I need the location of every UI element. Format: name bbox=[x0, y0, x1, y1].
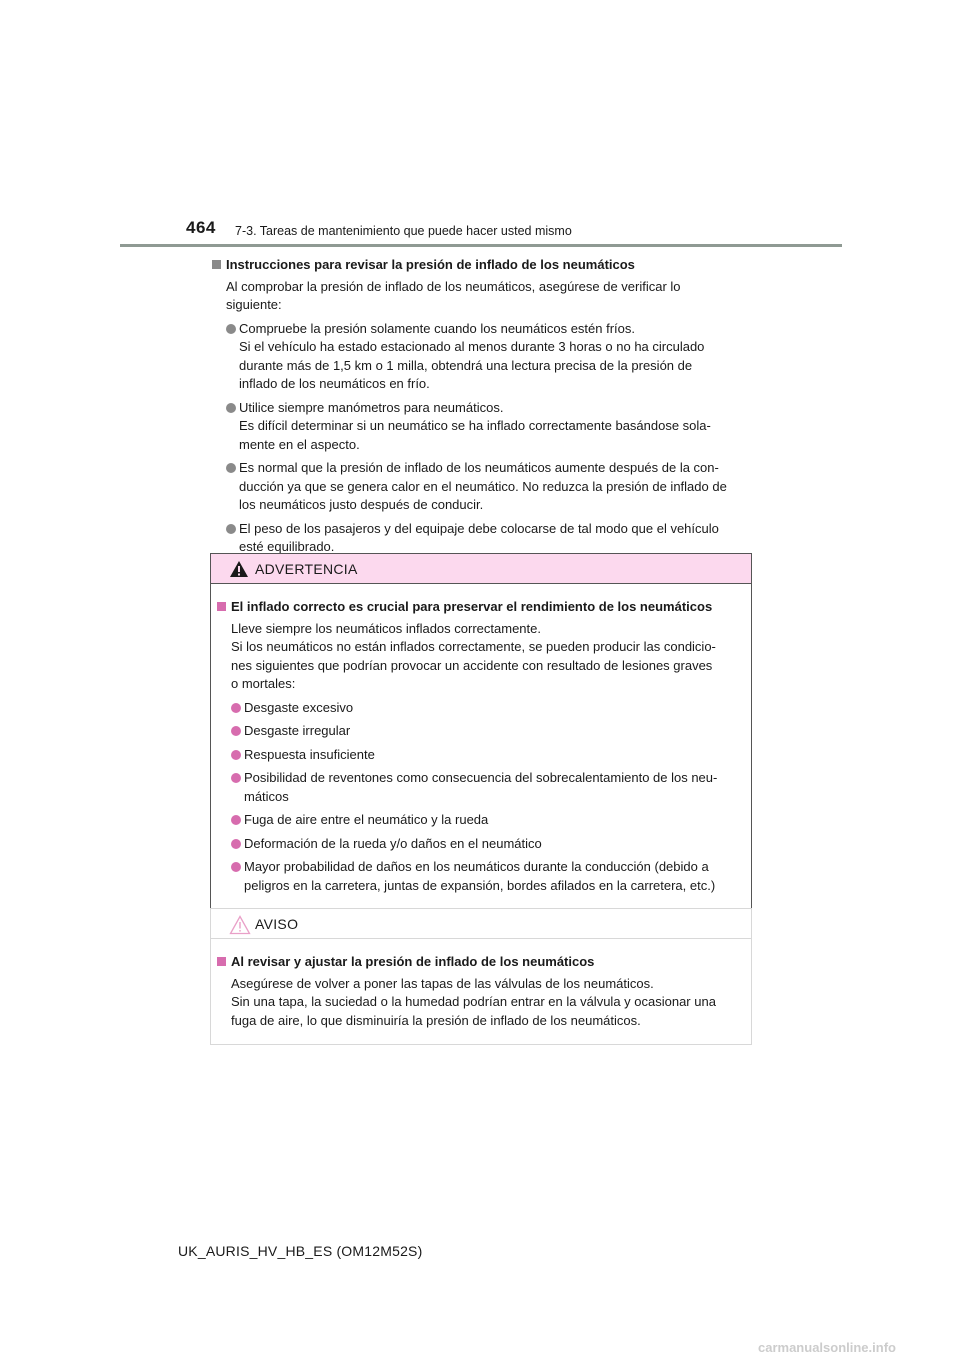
list-item bbox=[212, 459, 750, 515]
list-item bbox=[217, 769, 745, 806]
bullet-line: esté equilibrado. bbox=[239, 539, 335, 554]
intro-line: nes siguientes que podrían provocar un accidente con resultado de lesiones graves bbox=[231, 657, 713, 673]
intro-line: o mortales: bbox=[231, 676, 296, 691]
bullet-dot-icon bbox=[231, 750, 241, 760]
square-bullet-icon bbox=[212, 260, 221, 269]
notice-title: AVISO bbox=[255, 916, 299, 932]
intro-line: siguiente: bbox=[226, 297, 282, 312]
page-number: 464 bbox=[186, 218, 216, 237]
square-bullet-icon bbox=[217, 957, 226, 966]
bullet-dot-icon bbox=[231, 773, 241, 783]
bullet-dot-icon bbox=[231, 703, 241, 713]
notice-heading bbox=[217, 953, 745, 972]
main-intro bbox=[212, 278, 750, 315]
bullet-dot-icon bbox=[226, 403, 236, 413]
bullet-line: peligros en la carretera, juntas de expansión, bordes afilados en la carretera, etc.) bbox=[244, 877, 716, 893]
watermark: carmanualsonline.info bbox=[758, 1340, 896, 1355]
square-bullet-icon bbox=[217, 602, 226, 611]
bullet-dot-icon bbox=[226, 324, 236, 334]
bullet-line: Si el vehículo ha estado estacionado al menos durante 3 horas o no ha circulado bbox=[239, 339, 705, 354]
list-item bbox=[217, 835, 745, 854]
warning-heading-text: El inflado correcto es crucial para preservar el rendimiento de los neumáticos bbox=[231, 599, 713, 614]
warning-intro bbox=[217, 620, 745, 694]
warning-header bbox=[211, 554, 751, 584]
caution-triangle-icon bbox=[229, 915, 251, 935]
intro-line: Si los neumáticos no están inflados correctamente, se pueden producir las condicio- bbox=[231, 639, 716, 654]
bullet-dot-icon bbox=[231, 839, 241, 849]
notice-text bbox=[217, 975, 745, 1031]
bullet-line: mente en el aspecto. bbox=[239, 436, 360, 452]
notice-heading-text: Al revisar y ajustar la presión de inflado de los neumáticos bbox=[231, 954, 595, 969]
list-item bbox=[217, 811, 745, 830]
bullet-line: Desgaste irregular bbox=[244, 723, 351, 738]
main-content bbox=[212, 256, 750, 557]
bullet-line: durante más de 1,5 km o 1 milla, obtendrá una lectura precisa de la presión de bbox=[239, 357, 693, 373]
bullet-line: Deformación de la rueda y/o daños en el neumático bbox=[244, 835, 542, 851]
warning-triangle-icon bbox=[229, 560, 249, 578]
bullet-dot-icon bbox=[231, 862, 241, 872]
notice-box bbox=[210, 908, 752, 1045]
document-code: UK_AURIS_HV_HB_ES (OM12M52S) bbox=[178, 1243, 423, 1259]
bullet-line: los neumáticos justo después de conducir. bbox=[239, 497, 484, 512]
bullet-line: máticos bbox=[244, 788, 289, 804]
intro-line: Al comprobar la presión de inflado de los neumáticos, asegúrese de verificar lo bbox=[226, 278, 681, 294]
bullet-line: Es normal que la presión de inflado de los neumáticos aumente después de la con- bbox=[239, 460, 719, 475]
bullet-dot-icon bbox=[231, 815, 241, 825]
list-item bbox=[217, 858, 745, 895]
notice-line: Asegúrese de volver a poner las tapas de las válvulas de los neumáticos. bbox=[231, 975, 654, 991]
list-item bbox=[217, 722, 745, 741]
notice-header bbox=[211, 909, 751, 939]
notice-line: fuga de aire, lo que disminuiría la presión de inflado de los neumáticos. bbox=[231, 1012, 641, 1028]
bullet-line: Desgaste excesivo bbox=[244, 699, 354, 715]
main-heading bbox=[212, 256, 750, 275]
header-rule bbox=[120, 244, 842, 247]
bullet-line: Respuesta insuficiente bbox=[244, 746, 375, 762]
bullet-line: inflado de los neumáticos en frío. bbox=[239, 376, 430, 391]
bullet-dot-icon bbox=[226, 463, 236, 473]
notice-line: Sin una tapa, la suciedad o la humedad podrían entrar en la válvula y ocasionar una bbox=[231, 994, 716, 1009]
bullet-line: Es difícil determinar si un neumático se ha inflado correctamente basándose sola- bbox=[239, 418, 711, 433]
list-item bbox=[217, 746, 745, 765]
bullet-line: Compruebe la presión solamente cuando los neumáticos estén fríos. bbox=[239, 320, 635, 336]
bullet-line: Mayor probabilidad de daños en los neumáticos durante la conducción (debido a bbox=[244, 859, 709, 874]
list-item bbox=[217, 699, 745, 718]
warning-box bbox=[210, 553, 752, 910]
list-item bbox=[212, 399, 750, 455]
warning-title: ADVERTENCIA bbox=[255, 561, 358, 577]
bullet-line: Posibilidad de reventones como consecuencia del sobrecalentamiento de los neu- bbox=[244, 770, 718, 785]
bullet-line: Fuga de aire entre el neumático y la rueda bbox=[244, 812, 489, 827]
warning-body bbox=[211, 584, 751, 909]
list-item bbox=[212, 320, 750, 394]
section-title: 7-3. Tareas de mantenimiento que puede hacer usted mismo bbox=[235, 224, 572, 238]
bullet-line: Utilice siempre manómetros para neumáticos. bbox=[239, 399, 504, 415]
intro-line: Lleve siempre los neumáticos inflados correctamente. bbox=[231, 620, 541, 636]
notice-body bbox=[211, 939, 751, 1044]
bullet-dot-icon bbox=[226, 524, 236, 534]
main-heading-text: Instrucciones para revisar la presión de inflado de los neumáticos bbox=[226, 257, 635, 272]
list-item bbox=[212, 520, 750, 557]
bullet-line: El peso de los pasajeros y del equipaje debe colocarse de tal modo que el vehículo bbox=[239, 520, 719, 536]
warning-heading bbox=[217, 598, 745, 617]
bullet-dot-icon bbox=[231, 726, 241, 736]
bullet-line: ducción ya que se genera calor en el neumático. No reduzca la presión de inflado de bbox=[239, 478, 727, 494]
